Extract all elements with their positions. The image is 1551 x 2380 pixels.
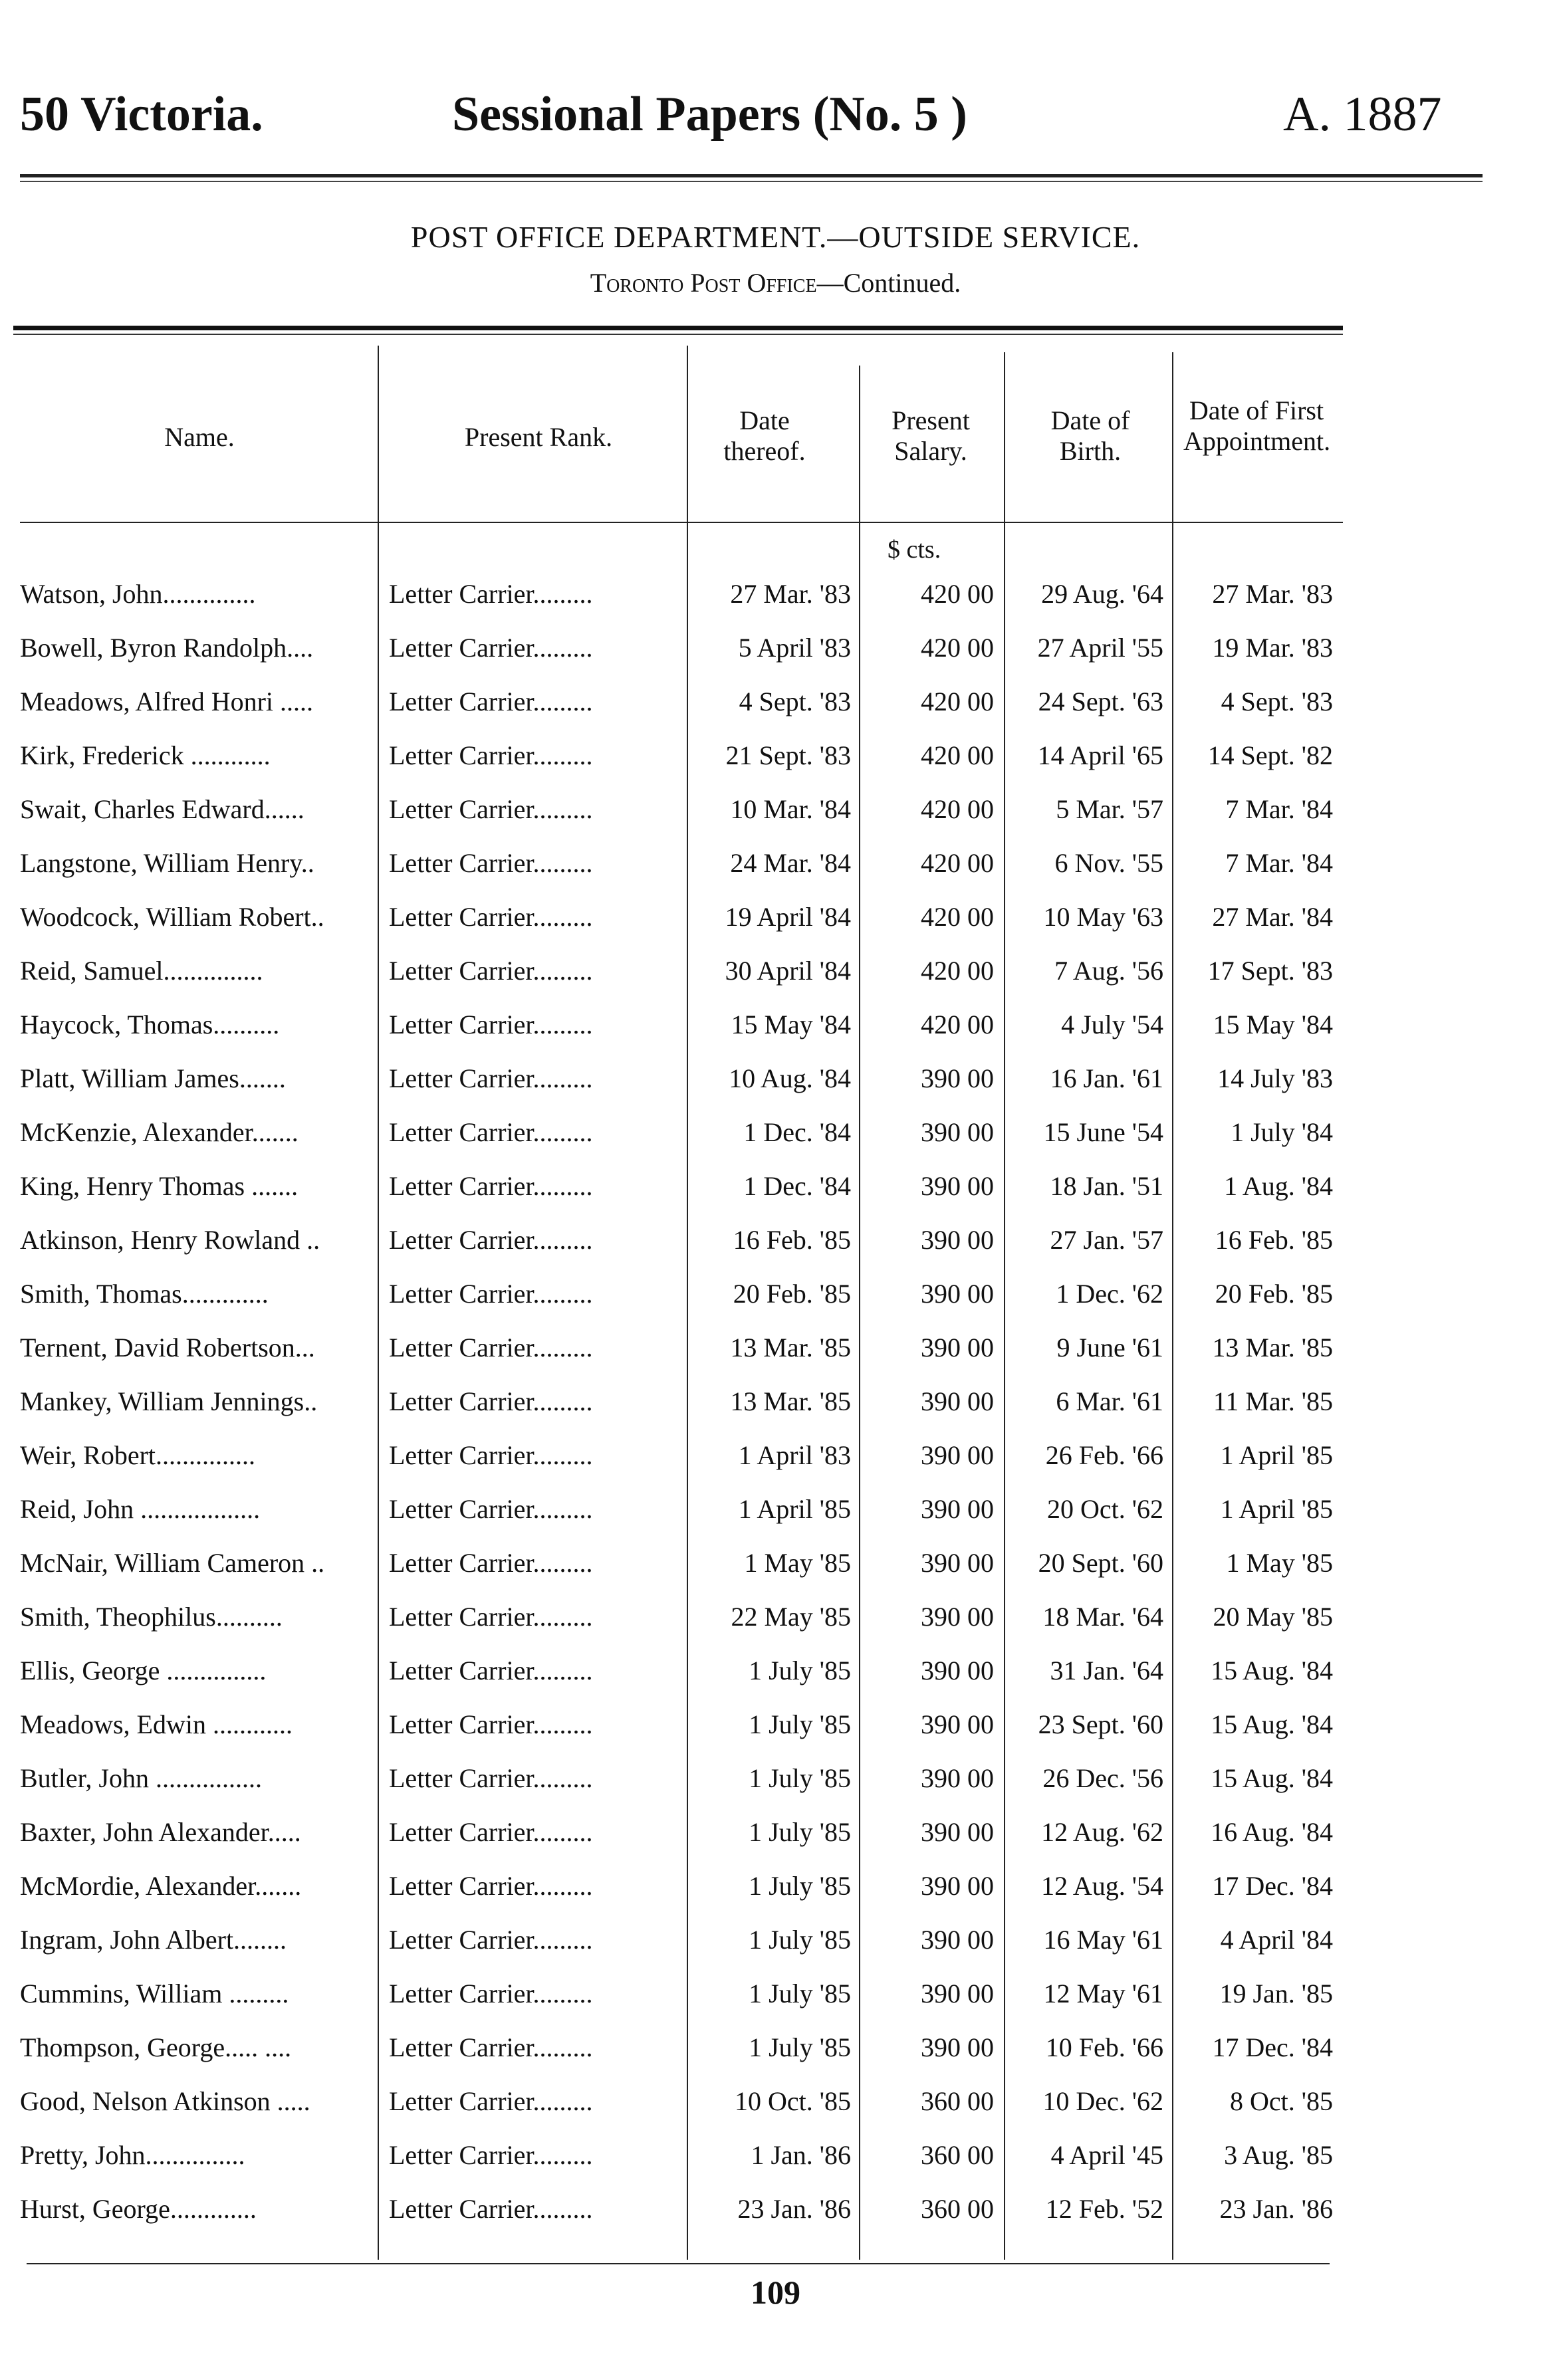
col-header-birth: Date of Birth. [1050,405,1130,466]
cell-birth: 27 April '55 [1037,633,1163,663]
subtitle-office: Toronto Post Office [590,268,817,298]
cell-first-appointment: 1 July '84 [1231,1117,1333,1147]
cell-salary: 360 00 [921,2194,994,2224]
cell-first-appointment: 13 Mar. '85 [1212,1333,1333,1362]
table-row [0,578,1551,631]
cell-date: 19 April '84 [725,902,851,932]
cell-rank: Letter Carrier......... [389,1440,593,1470]
cell-date: 1 July '85 [749,1979,851,2008]
cell-name: Pretty, John............... [20,2140,245,2170]
page-number: 109 [751,2274,800,2311]
cell-rank: Letter Carrier......... [389,1494,593,1524]
cell-rank: Letter Carrier......... [389,1333,593,1362]
cell-rank: Letter Carrier......... [389,1871,593,1901]
cell-rank: Letter Carrier......... [389,579,593,609]
cell-name: Cummins, William ......... [20,1979,289,2008]
cell-birth: 10 Feb. '66 [1045,2032,1163,2062]
table-row [0,2193,1551,2246]
table-row [0,1224,1551,1277]
table-row [0,1009,1551,1062]
cell-birth: 20 Oct. '62 [1047,1494,1163,1524]
table-row [0,1924,1551,1977]
cell-first-appointment: 15 Aug. '84 [1211,1709,1333,1739]
cell-name: McMordie, Alexander....... [20,1871,302,1901]
cell-rank: Letter Carrier......... [389,633,593,663]
cell-salary: 390 00 [921,1171,994,1201]
cell-name: Langstone, William Henry.. [20,848,314,878]
cell-first-appointment: 16 Aug. '84 [1211,1817,1333,1847]
cell-rank: Letter Carrier......... [389,2086,593,2116]
cell-salary: 390 00 [921,1117,994,1147]
cell-rank: Letter Carrier......... [389,1548,593,1578]
cell-birth: 9 June '61 [1056,1333,1163,1362]
cell-birth: 29 Aug. '64 [1041,579,1163,609]
table-row [0,2086,1551,2139]
table-row [0,1816,1551,1870]
salary-units: $ cts. [888,536,941,564]
cell-first-appointment: 14 Sept. '82 [1207,740,1333,770]
cell-first-appointment: 3 Aug. '85 [1224,2140,1333,2170]
cell-first-appointment: 20 May '85 [1213,1602,1333,1632]
cell-first-appointment: 16 Feb. '85 [1215,1225,1333,1255]
cell-name: Reid, John .................. [20,1494,261,1524]
table-row [0,1763,1551,1816]
table-row [0,1063,1551,1116]
cell-salary: 390 00 [921,1386,994,1416]
cell-rank: Letter Carrier......... [389,794,593,824]
table-row [0,2032,1551,2085]
cell-birth: 10 Dec. '62 [1042,2086,1163,2116]
page-subtitle [0,267,1551,298]
col-header-date: Date thereof. [723,405,806,466]
cell-date: 1 Jan. '86 [751,2140,851,2170]
cell-birth: 12 Aug. '62 [1041,1817,1163,1847]
cell-first-appointment: 15 May '84 [1213,1010,1333,1039]
cell-name: Meadows, Alfred Honri ..... [20,687,314,716]
cell-birth: 15 June '54 [1043,1117,1163,1147]
header-rule [20,174,1483,177]
cell-salary: 390 00 [921,1763,994,1793]
table-row [0,2139,1551,2193]
cell-name: Weir, Robert............... [20,1440,256,1470]
footer-rule [27,2263,1330,2264]
col-header-rank: Present Rank. [464,422,613,452]
cell-date: 21 Sept. '83 [725,740,851,770]
header-session: 50 Victoria. [20,87,263,142]
page-title: POST OFFICE DEPARTMENT.—OUTSIDE SERVICE. [410,220,1141,254]
cell-date: 1 July '85 [749,2032,851,2062]
cell-first-appointment: 7 Mar. '84 [1225,848,1333,878]
cell-salary: 420 00 [921,633,994,663]
cell-rank: Letter Carrier......... [389,2194,593,2224]
table-row [0,1655,1551,1708]
cell-first-appointment: 27 Mar. '83 [1212,579,1333,609]
cell-rank: Letter Carrier......... [389,1656,593,1685]
cell-first-appointment: 1 Aug. '84 [1224,1171,1333,1201]
cell-salary: 390 00 [921,1817,994,1847]
cell-birth: 10 May '63 [1043,902,1163,932]
header-rule-thin [20,181,1483,182]
cell-salary: 420 00 [921,1010,994,1039]
cell-date: 13 Mar. '85 [730,1386,851,1416]
cell-date: 24 Mar. '84 [730,848,851,878]
cell-birth: 18 Jan. '51 [1050,1171,1163,1201]
cell-first-appointment: 15 Aug. '84 [1211,1763,1333,1793]
cell-birth: 24 Sept. '63 [1038,687,1163,716]
cell-rank: Letter Carrier......... [389,956,593,986]
cell-name: King, Henry Thomas ....... [20,1171,298,1201]
cell-date: 22 May '85 [731,1602,851,1632]
table-row [0,1440,1551,1493]
table-row [0,1978,1551,2031]
cell-birth: 4 July '54 [1061,1010,1163,1039]
table-row [0,1170,1551,1224]
table-row [0,1601,1551,1654]
cell-birth: 20 Sept. '60 [1038,1548,1163,1578]
cell-first-appointment: 4 April '84 [1220,1925,1333,1955]
cell-birth: 26 Feb. '66 [1045,1440,1163,1470]
cell-date: 13 Mar. '85 [730,1333,851,1362]
cell-name: Atkinson, Henry Rowland .. [20,1225,320,1255]
cell-first-appointment: 1 May '85 [1226,1548,1333,1578]
cell-salary: 390 00 [921,1925,994,1955]
table-row [0,1117,1551,1170]
cell-rank: Letter Carrier......... [389,1602,593,1632]
cell-rank: Letter Carrier......... [389,740,593,770]
running-header [0,86,1551,160]
cell-date: 10 Oct. '85 [735,2086,851,2116]
cell-name: Reid, Samuel............... [20,956,263,986]
cell-date: 1 July '85 [749,1925,851,1955]
cell-salary: 420 00 [921,848,994,878]
cell-salary: 420 00 [921,902,994,932]
cell-birth: 12 Aug. '54 [1041,1871,1163,1901]
cell-birth: 27 Jan. '57 [1050,1225,1163,1255]
cell-rank: Letter Carrier......... [389,1279,593,1309]
cell-name: Platt, William James....... [20,1063,286,1093]
cell-salary: 390 00 [921,1979,994,2008]
cell-birth: 12 May '61 [1043,1979,1163,2008]
cell-birth: 6 Mar. '61 [1056,1386,1163,1416]
cell-salary: 390 00 [921,1225,994,1255]
cell-rank: Letter Carrier......... [389,848,593,878]
cell-date: 1 July '85 [749,1817,851,1847]
cell-date: 4 Sept. '83 [739,687,851,716]
cell-salary: 390 00 [921,1871,994,1901]
cell-birth: 14 April '65 [1037,740,1163,770]
cell-salary: 390 00 [921,1602,994,1632]
col-header-first: Date of First Appointment. [1183,395,1331,456]
cell-name: Bowell, Byron Randolph.... [20,633,314,663]
cell-birth: 7 Aug. '56 [1054,956,1163,986]
cell-salary: 420 00 [921,740,994,770]
cell-birth: 23 Sept. '60 [1038,1709,1163,1739]
table-row [0,1332,1551,1385]
cell-date: 20 Feb. '85 [733,1279,851,1309]
cell-birth: 16 May '61 [1043,1925,1163,1955]
cell-salary: 420 00 [921,579,994,609]
header-sessional-papers: Sessional Papers (No. 5 ) [452,87,967,142]
cell-salary: 390 00 [921,1709,994,1739]
cell-rank: Letter Carrier......... [389,1171,593,1201]
header-year: A. 1887 [1283,87,1442,142]
cell-salary: 390 00 [921,1656,994,1685]
cell-birth: 16 Jan. '61 [1050,1063,1163,1093]
header-bottom-rule [20,522,1343,523]
table-row [0,847,1551,901]
cell-first-appointment: 11 Mar. '85 [1213,1386,1333,1416]
cell-birth: 4 April '45 [1050,2140,1163,2170]
cell-date: 1 July '85 [749,1871,851,1901]
cell-name: Smith, Thomas............. [20,1279,269,1309]
cell-birth: 12 Feb. '52 [1045,2194,1163,2224]
cell-salary: 360 00 [921,2086,994,2116]
cell-rank: Letter Carrier......... [389,2032,593,2062]
cell-date: 10 Aug. '84 [729,1063,851,1093]
cell-date: 15 May '84 [731,1010,851,1039]
cell-date: 1 April '83 [738,1440,851,1470]
table-row [0,901,1551,954]
cell-birth: 5 Mar. '57 [1056,794,1163,824]
cell-name: Haycock, Thomas.......... [20,1010,280,1039]
cell-first-appointment: 1 April '85 [1220,1494,1333,1524]
cell-date: 23 Jan. '86 [737,2194,851,2224]
cell-name: Thompson, George..... .... [20,2032,292,2062]
cell-date: 1 May '85 [744,1548,851,1578]
cell-salary: 390 00 [921,1279,994,1309]
cell-name: Smith, Theophilus.......... [20,1602,283,1632]
cell-first-appointment: 17 Sept. '83 [1207,956,1333,986]
cell-name: Ternent, David Robertson... [20,1333,315,1362]
subtitle-suffix: —Continued. [816,268,961,298]
cell-first-appointment: 15 Aug. '84 [1211,1656,1333,1685]
cell-salary: 390 00 [921,2032,994,2062]
cell-name: Swait, Charles Edward...... [20,794,304,824]
cell-name: Watson, John.............. [20,579,256,609]
col-header-salary: Present Salary. [892,405,970,466]
table-top-rule-thin [13,334,1343,335]
cell-date: 16 Feb. '85 [733,1225,851,1255]
cell-rank: Letter Carrier......... [389,1979,593,2008]
cell-birth: 1 Dec. '62 [1056,1279,1163,1309]
cell-salary: 390 00 [921,1333,994,1362]
cell-name: Hurst, George............. [20,2194,257,2224]
table-row [0,1493,1551,1547]
cell-first-appointment: 1 April '85 [1220,1440,1333,1470]
cell-salary: 390 00 [921,1548,994,1578]
cell-date: 1 July '85 [749,1763,851,1793]
cell-first-appointment: 19 Mar. '83 [1212,633,1333,663]
cell-rank: Letter Carrier......... [389,1063,593,1093]
cell-name: Woodcock, William Robert.. [20,902,324,932]
cell-date: 5 April '83 [738,633,851,663]
cell-rank: Letter Carrier......... [389,687,593,716]
cell-first-appointment: 4 Sept. '83 [1221,687,1333,716]
cell-salary: 420 00 [921,794,994,824]
table-row [0,1709,1551,1762]
table-row [0,632,1551,685]
cell-birth: 6 Nov. '55 [1054,848,1163,878]
cell-rank: Letter Carrier......... [389,1763,593,1793]
cell-birth: 18 Mar. '64 [1042,1602,1163,1632]
cell-rank: Letter Carrier......... [389,1010,593,1039]
cell-date: 1 July '85 [749,1656,851,1685]
cell-salary: 420 00 [921,956,994,986]
cell-name: McNair, William Cameron .. [20,1548,325,1578]
cell-salary: 390 00 [921,1440,994,1470]
cell-first-appointment: 20 Feb. '85 [1215,1279,1333,1309]
cell-salary: 390 00 [921,1063,994,1093]
cell-first-appointment: 27 Mar. '84 [1212,902,1333,932]
cell-first-appointment: 23 Jan. '86 [1219,2194,1333,2224]
cell-birth: 31 Jan. '64 [1050,1656,1163,1685]
cell-date: 1 Dec. '84 [743,1171,851,1201]
cell-name: Kirk, Frederick ............ [20,740,271,770]
cell-rank: Letter Carrier......... [389,1225,593,1255]
cell-name: Ellis, George ............... [20,1656,267,1685]
cell-rank: Letter Carrier......... [389,2140,593,2170]
cell-salary: 420 00 [921,687,994,716]
cell-birth: 26 Dec. '56 [1042,1763,1163,1793]
cell-name: Baxter, John Alexander..... [20,1817,301,1847]
cell-name: Ingram, John Albert........ [20,1925,287,1955]
cell-name: Meadows, Edwin ............ [20,1709,293,1739]
cell-first-appointment: 14 July '83 [1217,1063,1333,1093]
cell-name: Butler, John ................ [20,1763,262,1793]
cell-salary: 360 00 [921,2140,994,2170]
cell-rank: Letter Carrier......... [389,1386,593,1416]
cell-date: 1 Dec. '84 [743,1117,851,1147]
table-row [0,686,1551,739]
table-top-rule [13,326,1343,330]
col-header-name: Name. [164,422,235,452]
cell-rank: Letter Carrier......... [389,1709,593,1739]
table-row [0,740,1551,793]
cell-date: 30 April '84 [725,956,851,986]
cell-name: Good, Nelson Atkinson ..... [20,2086,310,2116]
table-row [0,1870,1551,1923]
cell-first-appointment: 8 Oct. '85 [1230,2086,1333,2116]
table-row [0,794,1551,847]
cell-date: 1 April '85 [738,1494,851,1524]
cell-name: McKenzie, Alexander....... [20,1117,298,1147]
cell-date: 10 Mar. '84 [730,794,851,824]
table-row [0,955,1551,1008]
cell-first-appointment: 7 Mar. '84 [1225,794,1333,824]
cell-salary: 390 00 [921,1494,994,1524]
table-row [0,1386,1551,1439]
cell-name: Mankey, William Jennings.. [20,1386,318,1416]
cell-date: 1 July '85 [749,1709,851,1739]
cell-first-appointment: 17 Dec. '84 [1212,1871,1333,1901]
table-row [0,1278,1551,1331]
table-row [0,1547,1551,1600]
cell-first-appointment: 17 Dec. '84 [1212,2032,1333,2062]
cell-rank: Letter Carrier......... [389,1925,593,1955]
cell-rank: Letter Carrier......... [389,1117,593,1147]
cell-date: 27 Mar. '83 [730,579,851,609]
cell-rank: Letter Carrier......... [389,1817,593,1847]
cell-rank: Letter Carrier......... [389,902,593,932]
cell-first-appointment: 19 Jan. '85 [1219,1979,1333,2008]
